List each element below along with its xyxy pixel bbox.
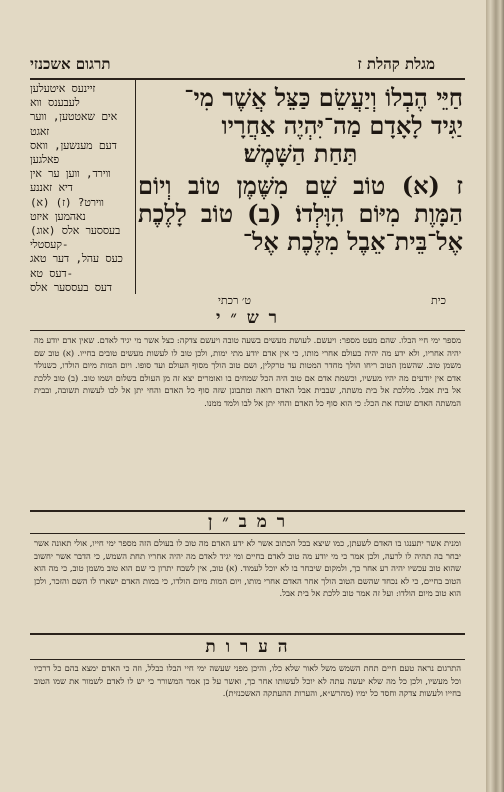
book-title: מגלת קהלת ז [357, 55, 435, 73]
targum-column [30, 82, 130, 292]
ramban-commentary [34, 537, 461, 631]
notes-rule [30, 659, 465, 660]
targum-title: תרגום אשכנזי [30, 55, 111, 73]
targum-line: ווירט? (ז) (א) נאהמען איזט [30, 195, 104, 223]
ramban-heading: ר מ ב ״ ן [207, 512, 288, 532]
running-head [30, 55, 465, 79]
targum-line: ווירד, ווען ער אין דיא זאננע [30, 167, 111, 195]
header-rule [30, 78, 465, 80]
targum-line: (אוג) בעססער אלס קעסטלי- [30, 224, 121, 252]
targum-line: כעס עהל, דער טאג דעס טא- [30, 252, 123, 280]
targum-line: דעם מענשען, וואס פאלגען [30, 138, 117, 167]
notes-top-rule [30, 633, 465, 635]
rashi-rule [30, 330, 465, 331]
targum-line: זיינעס איטעלען לעבענס ווא [30, 82, 96, 110]
rashi-commentary [34, 334, 461, 508]
scripture-line: תַּחַת הַשָּׁמֶשׁ׃ [243, 139, 358, 168]
page-edge [486, 0, 504, 792]
catchword-middle: ט׳ רכתי [218, 294, 252, 307]
scripture-text [138, 84, 463, 292]
rashi-text: מספר ימי חיי הבלו. שהם מעט מספר: ויעשם. לעושת מעשים בשעה טובה ויעשם צדקה: כצל אשר מי יגיד לאדם. שאין אדם יודע מה יהיה אחריו, ולא ידע מה יהיה בעולם אחרי מותו, כי אין אדם יודע מתי ימות, ולכן טוב לו לעשות מעשים טובים בחייו. (א) טוב שם משמן טוב. שהשמן הטוב ריחו הולך מחדר המטות עד טרקלין, ושם טוב הולך מסוף העולם ועד סופו. ויום המות מיום הולדו, כשנולד אדם אין יודעים מה יהיו מעשיו, וכשמת אדם אם טוב היה הכל שמחים בו ואומרים יצא זה מן העולם בשלום ושמו טוב. (ב) טוב ללכת אל בית אבל. מללכת אל בית משתה, שבבית אבל האדם רואה ומתבונן שזה סוף כל האדם והחי יתן אל לבו לעשות תשובה, ובבית המשתה האדם שוכח את הכל: כי הוא סוף כל האדם והחי יתן אל לבו ולמד ממנו. [34, 335, 461, 408]
scripture-line: חַיֵּי הֶבְלוֹ וְיַעֲשֵׂם כַּצֵּל אֲשֶׁר מִי־ [184, 83, 463, 112]
notes-commentary [34, 662, 461, 726]
scripture-verse: ז (א) טוֹב שֵׁם מִשֶּׁמֶן טוֹב וְיוֹם הַמָּוֶת מִיּוֹם הִוָּלְדוֹ׃ (ב) טוֹב לָלֶכֶת אֶל־בֵּית־אֵבֶל מִלֶּכֶת אֶל־ [138, 171, 463, 256]
notes-heading: ה ע ר ו ת [205, 637, 290, 657]
catchword-right: כית [431, 294, 446, 307]
scripture-line: יַגִּיד לָאָדָם מַה־יִּהְיֶה אַחֲרָיו [221, 111, 463, 140]
notes-text: התרגום נראה טעם חיים תחת השמש משל לאור שלא כלו, והיכן מפני שעשה ימי חיי הבלו כבלל, וזה כי האדם ימצא בהם כל דרכיו וכל מעשיו, ולכן כל מה שלא יעשה עתה לא יוכל לעשותו אחר כך, ואשר על כן אמר המשורר כי יש לו לאדם לשמור את שמו הטוב בחייו ולעשות צדקה וחסד כל ימיו (מהרש״א, והערות ההעתקה האשכנזית). [34, 663, 461, 699]
targum-line: אים שאטטען, ווער זאגט [30, 110, 117, 138]
targum-line: דעס בעססער אלס [30, 280, 112, 292]
ramban-text: ומנית אשר יתענגו בו האדם לשעתן, כמו שיצא בכל הכתוב אשר לא ידע האדם מה טוב לו בעולם הזה מספר ימי חייו, אולי תאונה אשר יבחר בה תהיה לו לרעה, ולכן אמר כי מי יודע מה טוב לאדם בחיים ומי יגיד לאדם מה יהיה אחריו תחת השמש, כי הדבר אשר יחשוב שהוא טוב עכשיו יהיה רע אחר כך, ולמקום שיבחר בו לא יוכל לעמוד. (א) טוב, אין לשבח יתרון כי שם הוא טוב משמן טוב, כי מה הוא הטוב בחיים, כי לא נכחד שהשם הטוב הולך אחר האדם אחרי מותו, ויום המות מיום הולדו, כי במות האדם ישארו לו השם והזכר, ולכן הוא טוב מיום הולדו: ועל זה אמר טוב ללכת אל בית אבל. [34, 538, 461, 599]
ramban-rule [30, 533, 465, 534]
rashi-heading: ר ש ״ י [215, 308, 280, 328]
column-divider [135, 80, 136, 294]
